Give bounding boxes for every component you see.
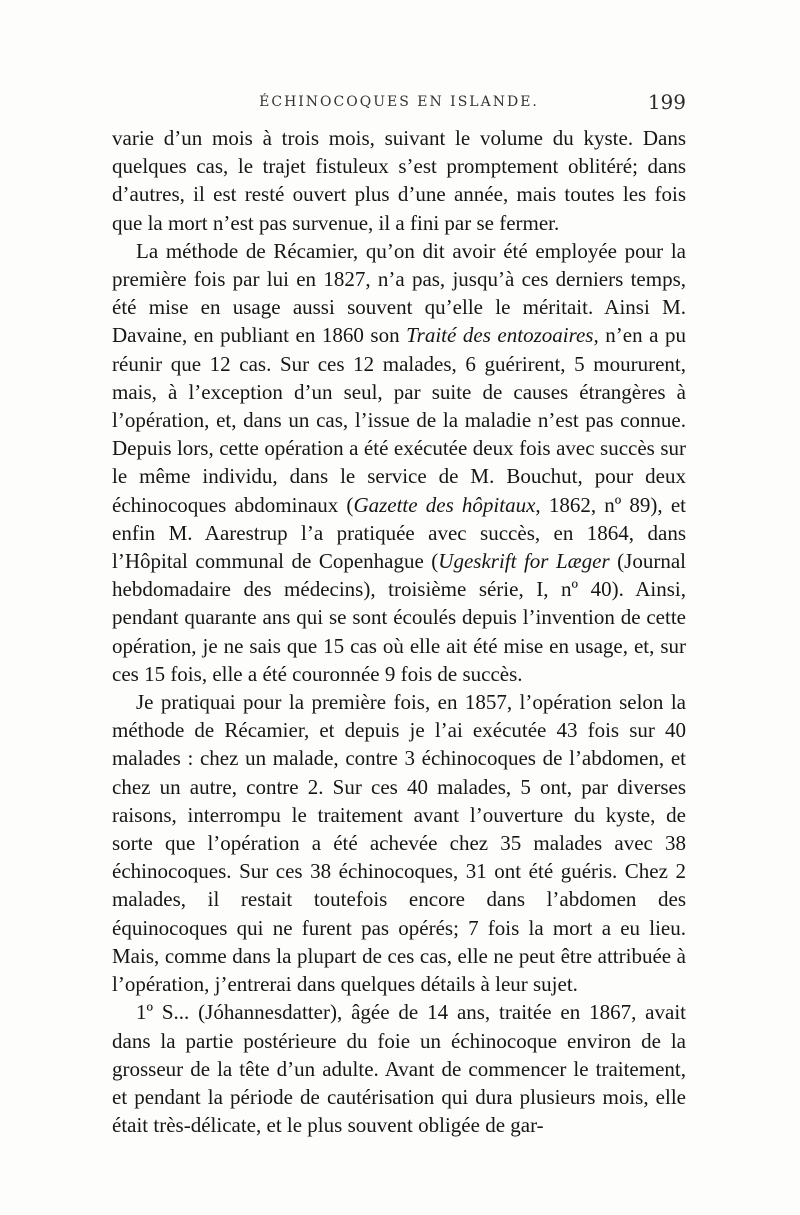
running-head [112,90,686,118]
paragraph-4: 1º S... (Jóhannesdatter), âgée de 14 ans, traitée en 1867, avait dans la partie postérieure du foie un échinocoque environ de la grosseur de la tête d’un adulte. Avant de commencer le traitement, et pendant la période de cautérisation qui dura plusieurs mois, elle était très-délicate, et le plus souvent obligée de gar- [112,1000,686,1138]
work-title-ugeskrift-for-laeger: Ugeskrift for Læger [438,549,610,574]
paragraph-3: Je pratiquai pour la première fois, en 1857, l’opération selon la méthode de Récamier, et depuis je l’ai exécutée 43 fois sur 40 malades : chez un malade, contre 3 échinocoques de l’abdomen, et chez un autre, contre 2. Sur ces 40 malades, 5 ont, par diverses raisons, interrompu le traitement avant l’ouverture du kyste, de sorte que l’opération a été achevée chez 35 malades avec 38 échinocoques. Sur ces 38 échinocoques, 31 ont été guéris. Chez 2 malades, il restait toutefois encore dans l’abdomen des équinocoques qui ne furent pas opérés; 7 fois la mort a eu lieu. Mais, comme dans la plupart de ces cas, elle ne peut être attribuée à l’opération, j’entrerai dans quelques détails à leur sujet. [112,690,686,997]
paragraph-2-text-e: , 1862, nº 89), et enfin M. Aarestrup l’a pratiquée avec succès, en 1864, dans l’Hôpital communal de Copenhague ( [112,492,686,574]
work-title-traite-des-entozoaires: Traité des entozoaires [406,323,594,348]
paragraph-2-text-a: La méthode de Récamier, qu’on dit avoir été employée pour la première fois par lui en 1827, n’a pas, jusqu’à ces derniers temps, été mise en usage aussi souvent qu’elle le méritait. Ainsi M. Davaine, en publiant en 1860 son [112,238,686,348]
paragraph-1: varie d’un mois à trois mois, suivant le volume du kyste. Dans quelques cas, le trajet fistuleux s’est promptement oblitéré; dans d’autres, il est resté ouvert plus d’une année, mais toutes les fois que la mort n’est pas survenue, il a fini par se fermer. [112,126,686,235]
paragraph-2-text-c: , n’en a pu réunir que 12 cas. Sur ces 12 malades, 6 guérirent, 5 moururent, mais, à l’exception d’un seul, par suite de causes étrangères à l’opération, et, dans un cas, l’issue de la maladie n’est pas connue. Depuis lors, cette opération a été exécutée deux fois avec succès sur le même individu, dans le service de M. Bouchut, pour deux échinocoques abdominaux ( [112,323,686,517]
page-number: 199 [647,90,686,114]
running-title: ÉCHINOCOQUES EN ISLANDE. [259,94,539,110]
work-title-gazette-des-hopitaux: Gazette des hôpitaux [353,492,536,517]
paragraph-2 [112,237,686,688]
paragraph-2-text-g: (Journal hebdomadaire des médecins), troisième série, I, nº 40). Ainsi, pendant quarante ans qui se sont écoulés depuis l’invention de cette opération, je ne sais que 15 cas où elle ait été mise en usage, et, sur ces 15 fois, elle a été couronnée 9 fois de succès. [112,549,686,686]
body-text [112,124,686,1139]
